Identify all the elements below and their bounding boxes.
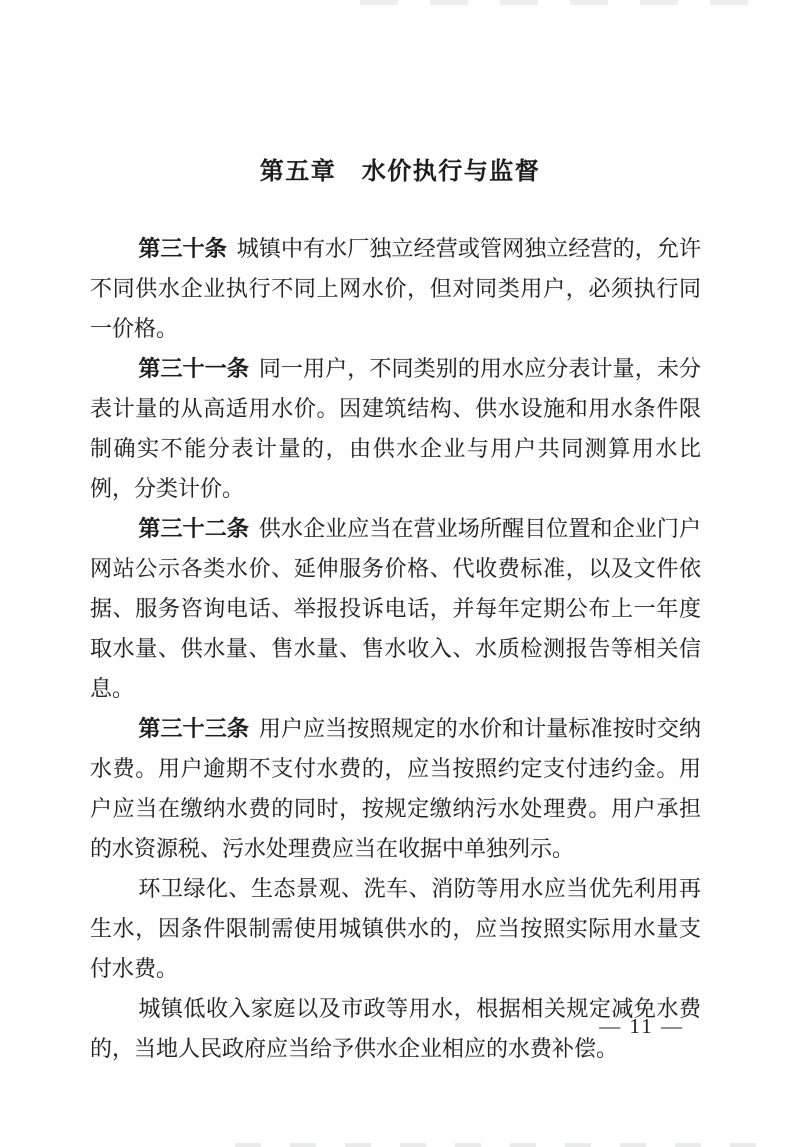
article-number-33: 第三十三条 [138,716,249,741]
paragraph-reclaimed-water [90,869,701,989]
article-text-31: 同一用户，不同类别的用水应分表计量，未分表计量的从高适用水价。因建筑结构、供水设施和用水条件限制确实不能分表计量的，由供水企业与用户共同测算用水比例，分类计价。 [90,356,701,501]
article-paragraph-30 [90,229,701,349]
article-paragraph-32 [90,509,701,709]
chapter-heading: 第五章 水价执行与监督 [259,158,541,185]
page-number: — 11 — [599,1014,684,1038]
article-number-30: 第三十条 [138,236,227,261]
paragraph-fee-subsidy-text: 城镇低收入家庭以及市政等用水，根据相关规定减免水费的，当地人民政府应当给予供水企业相应的水费补偿。 [90,996,701,1061]
scan-edge-artifact-top [360,0,760,5]
article-text-30: 城镇中有水厂独立经营或管网独立经营的，允许不同供水企业执行不同上网水价，但对同类用户，必须执行同一价格。 [90,236,701,341]
article-text-32: 供水企业应当在营业场所醒目位置和企业门户网站公示各类水价、延伸服务价格、代收费标准，以及文件依据、服务咨询电话、举报投诉电话，并每年定期公布上一年度取水量、供水量、售水量、售水收入、水质检测报告等相关信息。 [90,516,701,701]
article-paragraph-33 [90,709,701,869]
article-text-33: 用户应当按照规定的水价和计量标准按时交纳水费。用户逾期不支付水费的，应当按照约定支付违约金。用户应当在缴纳水费的同时，按规定缴纳污水处理费。用户承担的水资源税、污水处理费应当在收据中单独列示。 [90,716,701,861]
paragraph-reclaimed-water-text: 环卫绿化、生态景观、洗车、消防等用水应当优先利用再生水，因条件限制需使用城镇供水的，应当按照实际用水量支付水费。 [90,876,701,981]
article-paragraph-31 [90,349,701,509]
article-number-32: 第三十二条 [138,516,249,541]
article-number-31: 第三十一条 [138,356,249,381]
document-body [90,229,701,1069]
scan-edge-artifact-bottom [235,1143,765,1147]
